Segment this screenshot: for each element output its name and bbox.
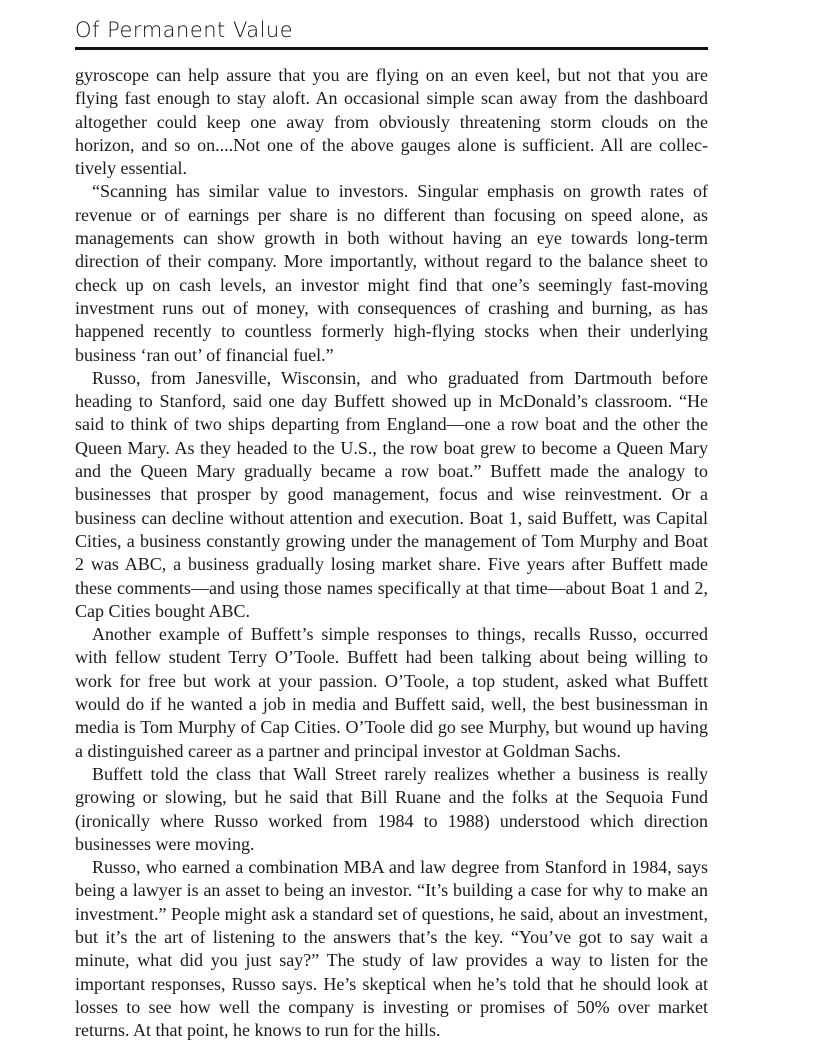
paragraph: Russo, from Janesville, Wisconsin, and who graduated from Dartmouth before heading to Stanford, said one day Buffett showed up in McDonald’s classroom. “He said to think of two ships departing from England—one a row boat and the other the Queen Mary. As they headed to the U.S., the row boat grew to become a Queen Mary and the Queen Mary gradually became a row boat.” Buffett made the analogy to businesses that prosper by good management, focus and wise reinvestment. Or a business can decline without attention and execution. Boat 1, said Buffett, was Capital Cities, a business constantly growing under the management of Tom Murphy and Boat 2 was ABC, a business gradually losing market share. Five years after Buffett made these comments—and using those names specifically at that time—about Boat 1 and 2, Cap Cities bought ABC. <box>75 367 708 621</box>
paragraph: Buffett told the class that Wall Street rarely realizes whether a business is really growing or slowing, but he said that Bill Ruane and the folks at the Sequoia Fund (ironically where Russo worked from 1984 to 1988) understood which direction businesses were moving. <box>75 763 708 854</box>
header-rule <box>75 47 708 50</box>
body-text <box>75 64 708 1042</box>
paragraph: Russo, who earned a combination MBA and law degree from Stanford in 1984, says being a lawyer is an asset to being an investor. “It’s building a case for why to make an investment.” People might ask a standard set of questions, he said, about an investment, but it’s the art of listening to the answers that’s the key. “You’ve got to say wait a minute, what did you just say?” The study of law provides a way to listen for the important responses, Russo says. He’s skeptical when he’s told that he should look at losses to see how well the company is investing or promises of 50% over market returns. At that point, he knows to run for the hills. <box>75 857 708 1041</box>
paragraph: Another example of Buffett’s simple responses to things, recalls Russo, occurred with fellow student Terry O’Toole. Buffett had been talking about being willing to work for free but work at your passion. O’Toole, a top student, asked what Buffett would do if he wanted a job in media and Buffett said, well, the best businessman in media is Tom Murphy of Cap Cities. O’Toole did go see Murphy, but wound up having a distinguished career as a partner and principal investor at Goldman Sachs. <box>75 624 708 761</box>
paragraph: “Scanning has similar value to investors. Singular emphasis on growth rates of revenue or of earnings per share is no different than focusing on speed alone, as managements can show growth in both without having an eye towards long-term direction of their company. More importantly, without regard to the balance sheet to check up on cash levels, an investor might find that one’s seemingly fast-moving investment runs out of money, with consequences of crashing and burning, as has happened recently to countless formerly high-flying stocks when their underlying business ‘ran out’ of financial fuel.” <box>75 181 708 365</box>
running-head: Of Permanent Value <box>75 18 294 42</box>
paragraph-continuation: gyroscope can help assure that you are flying on an even keel, but not that you are flying fast enough to stay aloft. An occasional simple scan away from the dashboard altogether could keep one away from obviously threatening storm clouds on the horizon, and so on....Not one of the above gauges alone is sufficient. All are collectively essential. <box>75 65 708 179</box>
